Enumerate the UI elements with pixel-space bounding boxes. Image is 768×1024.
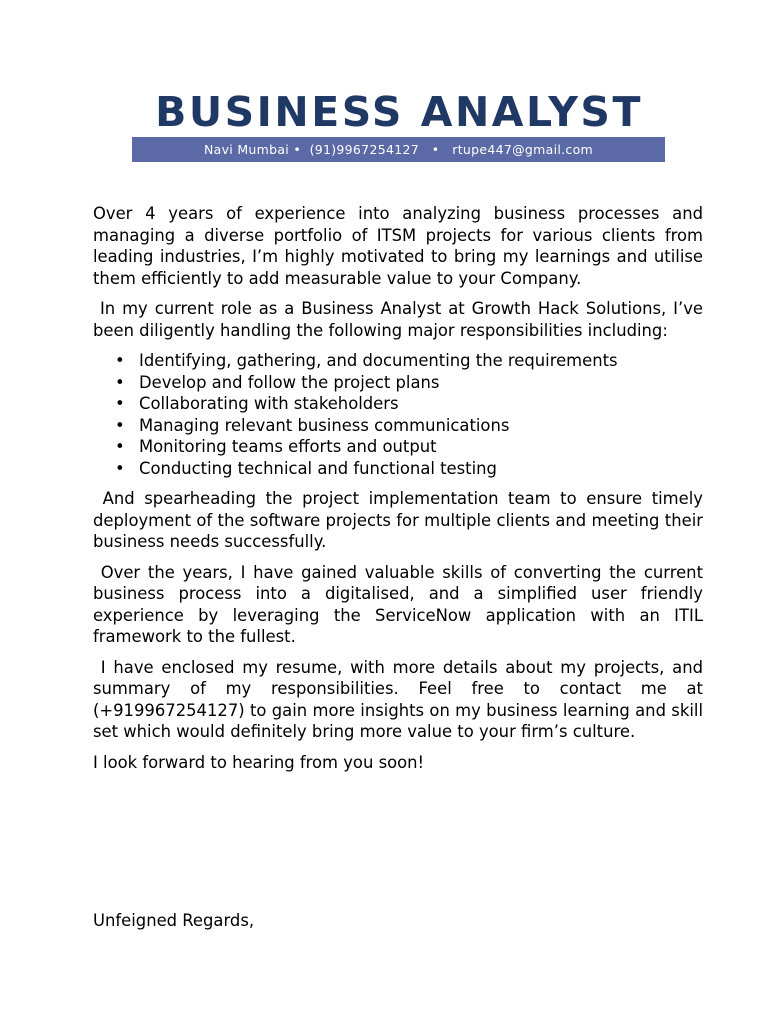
bullet-dot-icon: • (115, 372, 125, 392)
paragraph-spearheading: And spearheading the project implementation team to ensure timely deployment of the software projects for multiple clients and meeting their business needs successfully. (93, 489, 709, 551)
paragraph-closing-line: I look forward to hearing from you soon! (93, 752, 425, 772)
paragraph-skills: Over the years, I have gained valuable skills of converting the current business process into a digitalised, and a simplified user friendly experience by leveraging the ServiceNow application with an ITIL framework to the fullest. (93, 562, 709, 646)
bullet-dot-icon: • (115, 458, 125, 478)
paragraph-current-role: In my current role as a Business Analyst at Growth Hack Solutions, I’ve been diligently handling the following major responsibilities including: (93, 299, 709, 340)
bullet-dot-icon: • (115, 394, 125, 413)
bullet-dot-icon: • (115, 415, 125, 435)
list-item-text: Develop and follow the project plans (139, 372, 440, 392)
paragraph-resume: I have enclosed my resume, with more details about my projects, and summary of my responsibilities. Feel free to contact me at (+919967254127) to gain more insights on my business learning and skill set which would definitely bring more value to your firm’s culture. (93, 657, 709, 741)
signoff: Unfeigned Regards, (93, 911, 255, 930)
bullet-dot-icon: • (115, 437, 125, 456)
bullet-dot-icon: • (115, 351, 125, 370)
list-item (93, 415, 703, 437)
list-item-text: Monitoring teams efforts and output (139, 437, 437, 456)
contact-bar: Navi Mumbai • (91)9967254127 • rtupe447@gmail.com (132, 137, 665, 162)
list-item (93, 372, 703, 394)
list-item-text: Collaborating with stakeholders (139, 394, 399, 413)
list-item (93, 458, 703, 480)
list-item (93, 393, 703, 415)
list-item-text: Conducting technical and functional testing (139, 458, 497, 478)
list-item (93, 350, 703, 372)
responsibilities-list (93, 350, 703, 479)
list-item-text: Identifying, gathering, and documenting the requirements (139, 351, 618, 370)
page-title: BUSINESS ANALYST (155, 88, 643, 136)
paragraph-intro: Over 4 years of experience into analyzing business processes and managing a diverse portfolio of ITSM projects for various clients from leading industries, I’m highly motivated to bring my learnings and utilise them efficiently to add measurable value to your Company. (93, 204, 709, 288)
list-item-text: Managing relevant business communications (139, 415, 510, 435)
letter-body (93, 203, 709, 782)
list-item (93, 436, 703, 458)
